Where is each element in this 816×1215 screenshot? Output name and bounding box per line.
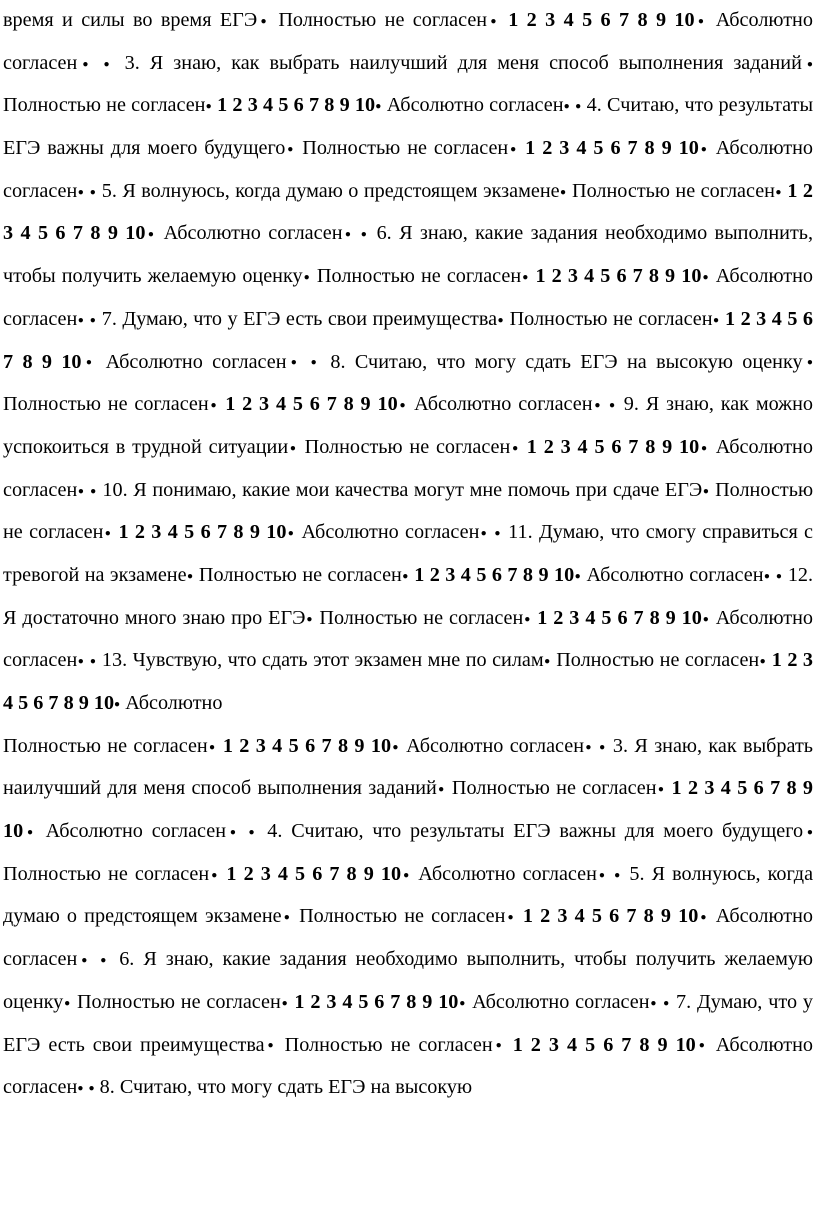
bullet-icon xyxy=(764,564,771,586)
bullet-icon xyxy=(508,137,518,159)
bullet-icon xyxy=(187,564,194,586)
bullet-icon xyxy=(398,393,408,415)
bullet-icon xyxy=(401,863,411,885)
scale-max-label: Абсолютно согласен xyxy=(414,393,593,416)
bullet-icon xyxy=(100,948,110,970)
scale-max-label: Абсолютно согласен xyxy=(418,862,597,885)
question-text: Я волнуюсь, когда думаю о предстоящем экзамене xyxy=(122,179,560,202)
question-number: 7. xyxy=(676,990,692,1013)
fragment-tail-text: Абсолютно xyxy=(125,692,223,714)
question-text: Я понимаю, какие мои качества могут мне помочь при сдаче ЕГЭ xyxy=(133,478,703,501)
bullet-icon xyxy=(437,777,446,799)
scale-max-label: Абсолютно согласен xyxy=(3,137,814,202)
scale-min-label: Полностью не согласен xyxy=(304,435,511,458)
scale-min-label: Полностью не согласен xyxy=(284,1033,493,1056)
question-number: 8. xyxy=(99,1076,115,1099)
bullet-icon xyxy=(593,393,603,415)
bullet-icon xyxy=(77,649,84,671)
scale-min-label: Полностью не согласен xyxy=(3,393,209,416)
scale-max-label: Абсолютно согласен xyxy=(586,563,764,586)
scale-max-label: Абсолютно согласен xyxy=(301,521,480,544)
bullet-icon xyxy=(521,265,529,287)
bullet-icon xyxy=(702,479,709,501)
question-text: Считаю, что результаты ЕГЭ важны для моего будущего xyxy=(291,820,804,843)
bullet-icon xyxy=(23,820,37,842)
question-text: Я знаю, как выбрать наилучший для меня способ выполнения заданий xyxy=(3,734,813,800)
bullet-icon xyxy=(114,692,120,714)
bullet-icon xyxy=(523,607,531,629)
questionnaire-block-first xyxy=(3,0,813,726)
bullet-icon xyxy=(63,991,71,1013)
rating-scale: 1 2 3 4 5 6 7 8 9 10 xyxy=(225,393,398,416)
bullet-icon xyxy=(90,308,97,330)
question-number: 6. xyxy=(376,222,392,245)
rating-scale: 1 2 3 4 5 6 7 8 9 10 xyxy=(535,265,702,288)
bullet-icon xyxy=(505,905,515,927)
rating-scale: 1 2 3 4 5 6 7 8 9 10 xyxy=(118,521,287,544)
bullet-icon xyxy=(103,521,112,543)
bullet-icon xyxy=(803,351,813,373)
scale-min-label: Полностью не согласен xyxy=(76,990,281,1013)
bullet-icon xyxy=(282,905,292,927)
bullet-icon xyxy=(375,94,381,116)
bullet-icon xyxy=(803,820,813,842)
question-text: Считаю, что могу сдать ЕГЭ на высокую xyxy=(119,1076,473,1099)
question-number: 7. xyxy=(101,307,117,330)
question-number: 3. xyxy=(124,51,140,74)
bullet-icon xyxy=(479,521,488,543)
bullet-icon xyxy=(510,436,520,458)
rating-scale: 1 2 3 4 5 6 7 8 9 10 xyxy=(522,905,699,928)
bullet-icon xyxy=(209,863,219,885)
fragment-lead-text: время и силы во время ЕГЭ xyxy=(3,9,258,31)
rating-scale: 1 2 3 4 5 6 7 8 9 10 xyxy=(414,563,575,586)
bullet-icon xyxy=(776,564,783,586)
question-text: Думаю, что у ЕГЭ есть свои преимущества xyxy=(122,307,498,330)
scale-min-label: Полностью не согласен xyxy=(3,478,814,544)
scale-max-label: Абсолютно согласен xyxy=(45,820,227,843)
scale-min-label: Полностью не согласен xyxy=(556,649,760,672)
scale-max-label: Абсолютно согласен xyxy=(3,606,813,672)
bullet-icon xyxy=(597,863,607,885)
bullet-icon xyxy=(493,1034,505,1056)
bullet-icon xyxy=(77,308,84,330)
scale-min-label: Полностью не согласен xyxy=(451,777,657,800)
bullet-icon xyxy=(775,180,782,202)
bullet-icon xyxy=(575,94,581,116)
question-item xyxy=(102,649,544,671)
scale-min-label: Полностью не согласен xyxy=(319,606,524,629)
bullet-icon xyxy=(695,9,708,31)
bullet-icon xyxy=(713,308,720,330)
question-number: 13. xyxy=(101,649,128,672)
question-number: 11. xyxy=(508,521,533,544)
bullet-icon xyxy=(90,479,97,501)
rating-scale: 1 2 3 4 5 6 7 8 9 10 xyxy=(294,990,459,1013)
scale-min-label: Полностью не согласен xyxy=(509,307,713,330)
bullet-icon xyxy=(657,777,666,799)
bullet-icon xyxy=(146,222,157,244)
bullet-icon xyxy=(802,52,813,74)
bullet-icon xyxy=(599,735,606,757)
question-number: 4. xyxy=(267,820,283,843)
question-text: Я волнуюсь, когда думаю о предстоящем экзамене xyxy=(3,862,814,928)
question-item xyxy=(100,1076,472,1098)
bullet-icon xyxy=(487,9,500,31)
bullet-icon xyxy=(574,564,581,586)
scale-max-label: Абсолютно согласен xyxy=(3,265,814,330)
scale-max-label: Абсолютно согласен xyxy=(406,734,585,757)
question-number: 8. xyxy=(330,350,346,373)
bullet-icon xyxy=(614,863,622,885)
scale-min-label: Полностью не согласен xyxy=(572,179,775,202)
bullet-icon xyxy=(77,948,91,970)
bullet-icon xyxy=(698,905,708,927)
bullet-icon xyxy=(701,265,709,287)
bullet-icon xyxy=(88,1076,94,1098)
question-text: Я знаю, как можно успокоиться в трудной ситуации xyxy=(3,393,814,458)
rating-scale: 1 2 3 4 5 6 7 8 9 10 xyxy=(226,862,402,885)
question-number: 6. xyxy=(119,948,135,971)
rating-scale: 1 2 3 4 5 6 7 8 9 10 xyxy=(512,1033,696,1056)
rating-scale: 1 2 3 4 5 6 7 8 9 10 xyxy=(526,435,700,458)
bullet-icon xyxy=(305,607,313,629)
bullet-icon xyxy=(311,351,321,373)
bullet-icon xyxy=(609,393,617,415)
scale-min-label: Полностью не согласен xyxy=(198,563,402,586)
rating-scale: 1 2 3 4 5 6 7 8 9 10 xyxy=(222,734,392,757)
bullet-icon xyxy=(77,479,84,501)
bullet-icon xyxy=(402,564,409,586)
bullet-icon xyxy=(265,1034,277,1056)
bullet-icon xyxy=(281,991,289,1013)
bullet-icon xyxy=(497,308,504,330)
question-number: 4. xyxy=(586,94,602,117)
rating-scale: 1 2 3 4 5 6 7 8 9 10 xyxy=(3,649,814,714)
scale-min-label: Полностью не согласен xyxy=(3,862,210,885)
rating-scale: 1 2 3 4 5 6 7 8 9 10 xyxy=(525,137,699,160)
question-text: Я знаю, как выбрать наилучший для меня способ выполнения заданий xyxy=(149,51,802,74)
scale-max-label: Абсолютно согласен xyxy=(3,1033,814,1099)
scale-min-label: Полностью не согласен xyxy=(278,9,488,31)
bullet-icon xyxy=(702,607,710,629)
bullet-icon xyxy=(103,52,114,74)
bullet-icon xyxy=(208,735,217,757)
bullet-icon xyxy=(343,222,354,244)
scale-max-label: Абсолютно согласен xyxy=(105,350,287,373)
scale-min-label: Полностью не согласен xyxy=(316,265,522,288)
bullet-icon xyxy=(696,1034,708,1056)
scale-min-label: Полностью не согласен xyxy=(302,137,509,160)
rating-scale: 1 2 3 4 5 6 7 8 9 10 xyxy=(3,777,814,843)
question-text: Считаю, что результаты ЕГЭ важны для моего будущего xyxy=(3,94,814,160)
bullet-icon xyxy=(226,820,240,842)
bullet-icon xyxy=(205,94,211,116)
bullet-icon xyxy=(699,436,709,458)
question-text: Я достаточно много знаю про ЕГЭ xyxy=(3,606,306,629)
bullet-icon xyxy=(650,991,658,1013)
scale-max-label: Абсолютно согласен xyxy=(3,435,813,501)
bullet-icon xyxy=(82,351,97,373)
bullet-icon xyxy=(287,351,302,373)
question-text: Думаю, что смогу справиться с тревогой на экзамене xyxy=(3,521,814,586)
scale-max-label: Абсолютно согласен xyxy=(3,9,813,74)
bullet-icon xyxy=(494,521,501,543)
question-text: Я знаю, какие задания необходимо выполнить, чтобы получить желаемую оценку xyxy=(3,948,814,1013)
rating-scale: 1 2 3 4 5 6 7 8 9 10 xyxy=(217,94,376,117)
scale-min-label: Полностью не согласен xyxy=(3,94,206,117)
bullet-icon xyxy=(90,649,97,671)
question-number: 12. xyxy=(787,563,814,586)
scale-min-label: Полностью не согласен xyxy=(3,734,208,757)
bullet-icon xyxy=(90,180,97,202)
question-text: Думаю, что у ЕГЭ есть свои преимущества xyxy=(3,990,814,1056)
bullet-icon xyxy=(699,137,709,159)
question-text: Считаю, что могу сдать ЕГЭ на высокую оценку xyxy=(354,350,803,373)
rating-scale: 1 2 3 4 5 6 7 8 9 10 xyxy=(3,179,814,245)
bullet-icon xyxy=(458,991,466,1013)
bullet-icon xyxy=(361,222,369,244)
bullet-icon xyxy=(77,180,84,202)
bullet-icon xyxy=(584,735,593,757)
bullet-icon xyxy=(257,9,270,31)
bullet-icon xyxy=(303,265,311,287)
rating-scale: 1 2 3 4 5 6 7 8 9 10 xyxy=(537,606,702,629)
bullet-icon xyxy=(209,393,219,415)
rating-scale: 1 2 3 4 5 6 7 8 9 10 xyxy=(3,307,813,373)
scale-max-label: Абсолютно согласен xyxy=(472,990,650,1013)
bullet-icon xyxy=(564,94,570,116)
bullet-icon xyxy=(285,137,295,159)
question-text: Чувствую, что сдать этот экзамен мне по силам xyxy=(132,649,544,672)
bullet-icon xyxy=(286,521,295,543)
questionnaire-block-second xyxy=(3,726,813,1110)
rating-scale: 1 2 3 4 5 6 7 8 9 10 xyxy=(508,9,695,31)
question-number: 9. xyxy=(623,393,639,416)
bullet-icon xyxy=(759,649,766,671)
bullet-icon xyxy=(544,649,551,671)
bullet-icon xyxy=(391,735,400,757)
scale-min-label: Полностью не согласен xyxy=(299,905,506,928)
question-text: Я знаю, какие задания необходимо выполнить, чтобы получить желаемую оценку xyxy=(3,222,814,288)
bullet-icon xyxy=(77,1076,83,1098)
scale-max-label: Абсолютно согласен xyxy=(3,905,814,971)
bullet-icon xyxy=(77,52,93,74)
question-number: 5. xyxy=(629,862,645,885)
scale-max-label: Абсолютно согласен xyxy=(163,222,343,245)
bullet-icon xyxy=(663,991,670,1013)
bullet-icon xyxy=(249,820,259,842)
question-number: 5. xyxy=(101,179,117,202)
question-number: 3. xyxy=(612,734,629,757)
bullet-icon xyxy=(288,436,298,458)
bullet-icon xyxy=(560,180,567,202)
question-number: 10. xyxy=(102,478,128,501)
scale-max-label: Абсолютно согласен xyxy=(386,94,564,117)
